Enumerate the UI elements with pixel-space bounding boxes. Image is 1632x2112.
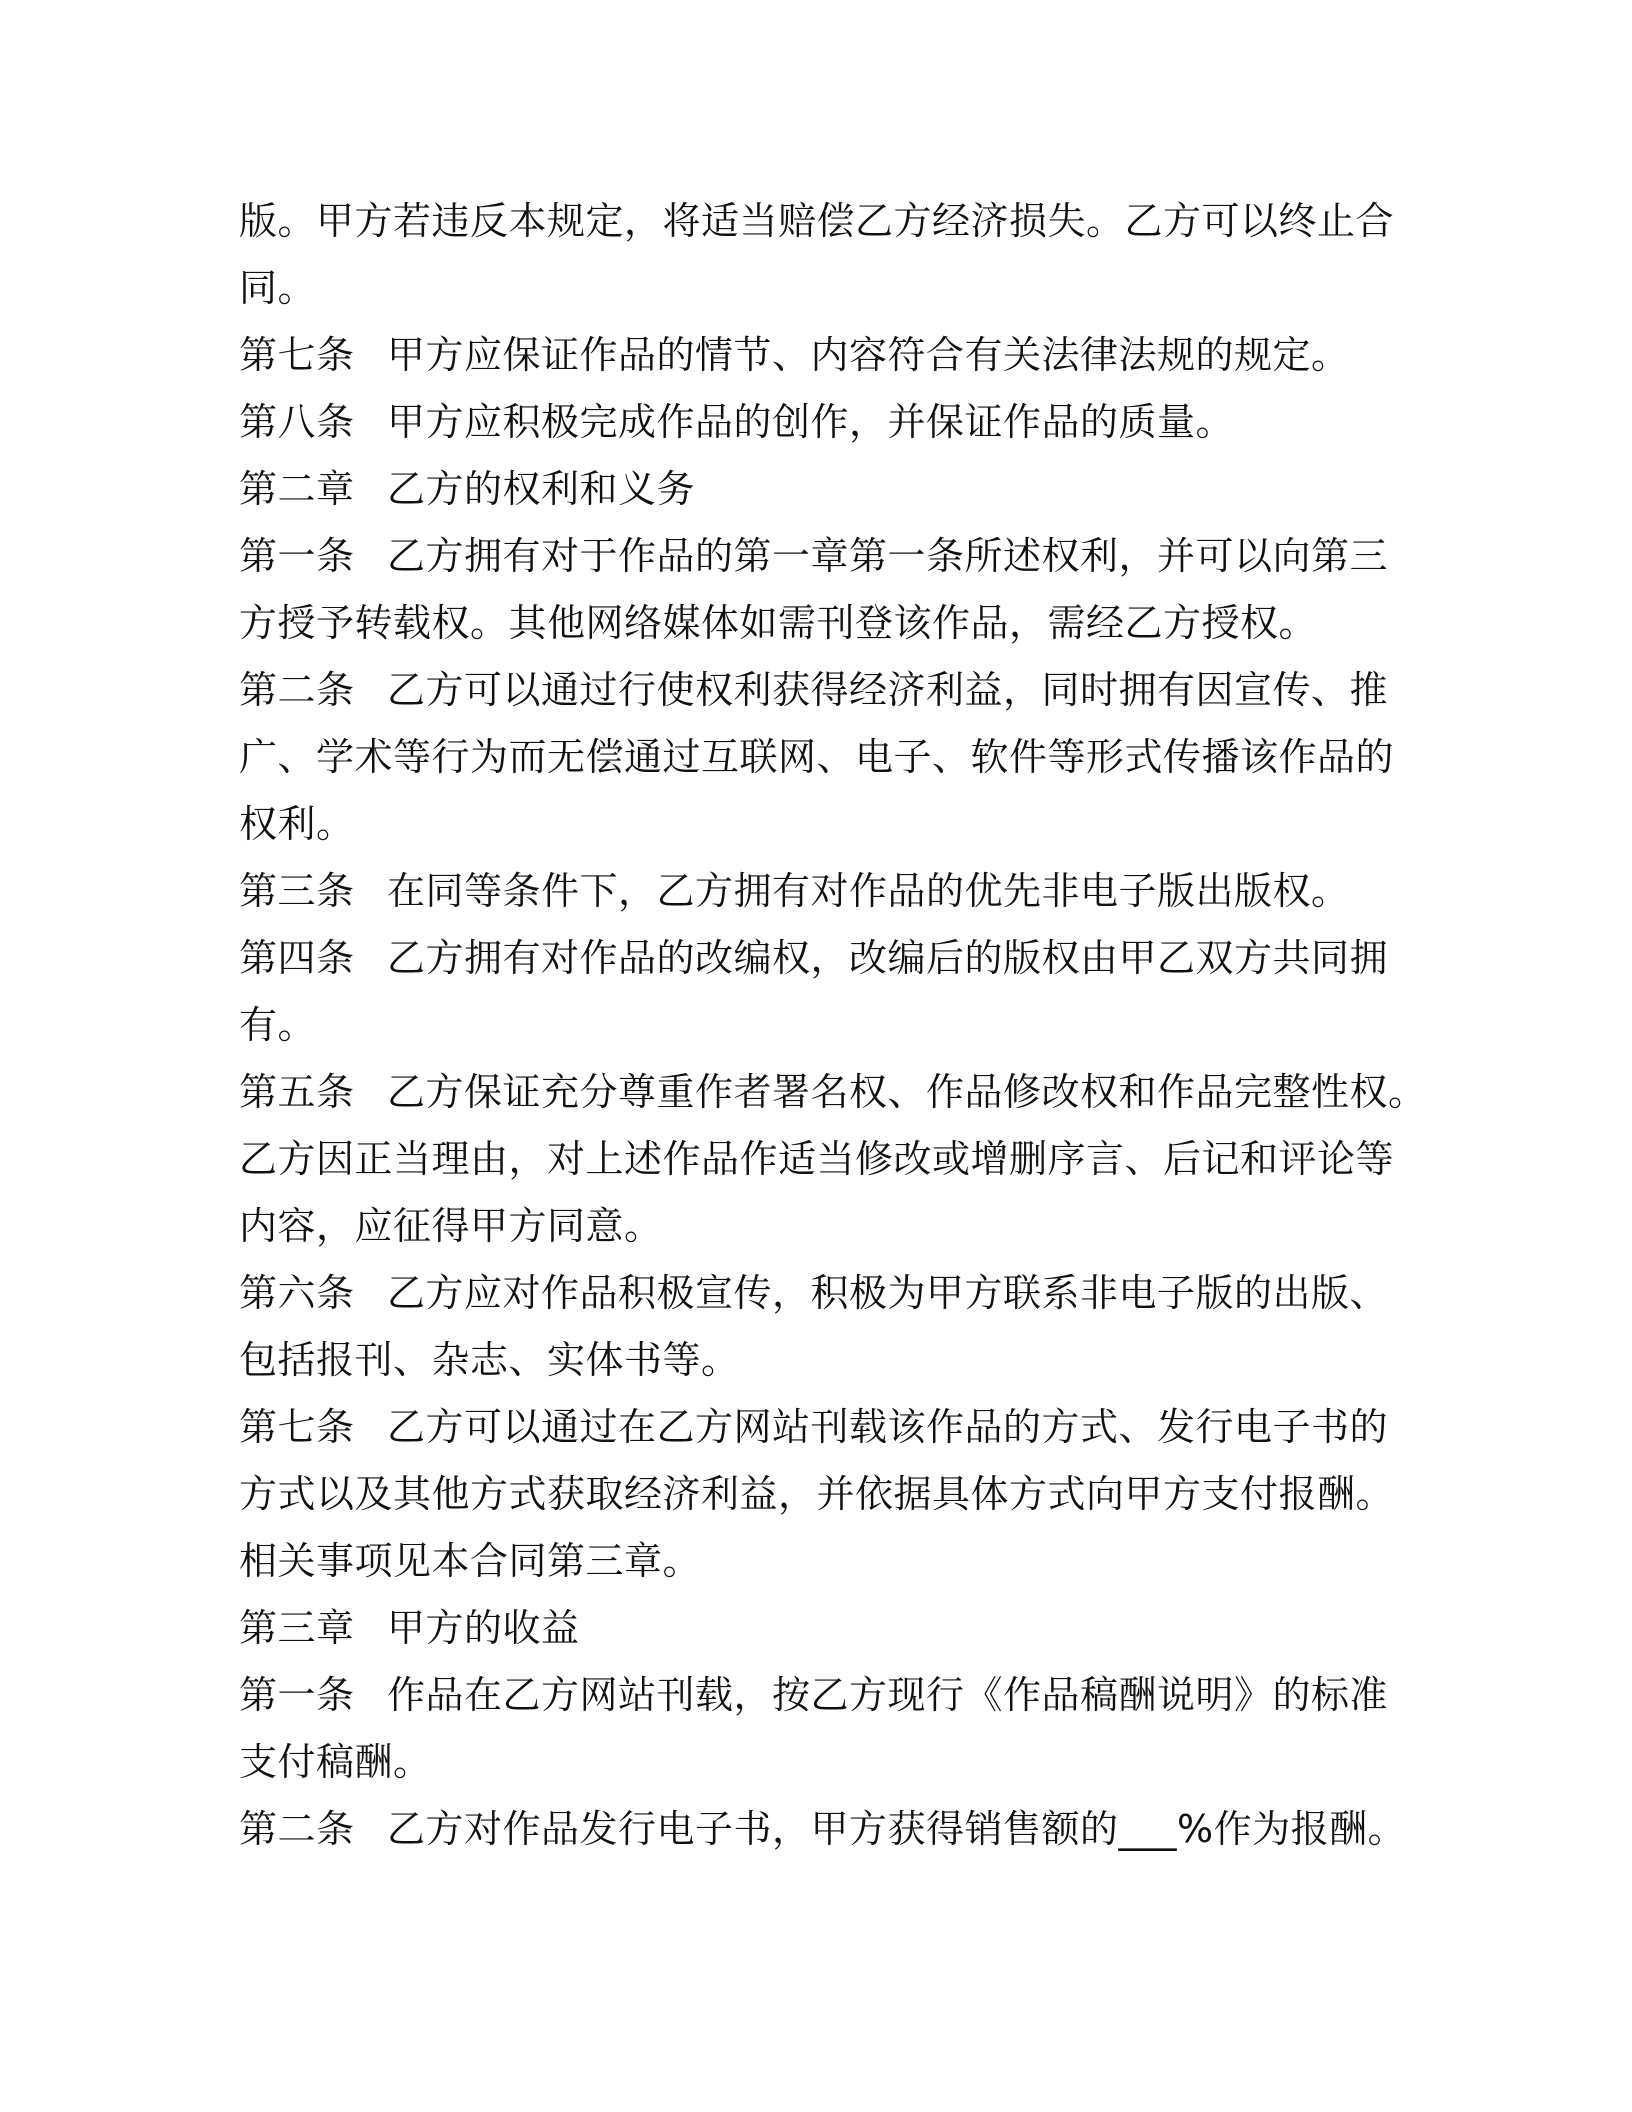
line-text: 乙方拥有对于作品的第一章第一条所述权利，并可以向第三 <box>387 534 1389 578</box>
article-label: 第五条 <box>239 1070 355 1114</box>
line-text: 有。 <box>239 1003 317 1047</box>
document-page <box>239 188 1427 1863</box>
line-text: 乙方可以通过行使权利获得经济利益，同时拥有因宣传、推 <box>387 668 1389 712</box>
line-text: 版。甲方若违反本规定，将适当赔偿乙方经济损失。乙方可以终止合 <box>239 199 1395 243</box>
chapter-title: 乙方的权利和义务 <box>387 467 696 511</box>
article-label: 第三条 <box>239 869 355 913</box>
article-line <box>239 1662 1399 1729</box>
text-line <box>239 992 1399 1059</box>
line-text: 乙方可以通过在乙方网站刊载该作品的方式、发行电子书的 <box>387 1405 1389 1449</box>
article-label: 第一条 <box>239 534 355 578</box>
article-line <box>239 925 1399 992</box>
text-line <box>239 1126 1399 1193</box>
line-text: 作品在乙方网站刊载，按乙方现行《作品稿酬说明》的标准 <box>387 1673 1389 1717</box>
text-line <box>239 791 1399 858</box>
line-text: 相关事项见本合同第三章。 <box>239 1539 702 1583</box>
chapter-title: 甲方的收益 <box>387 1606 580 1650</box>
chapter-line <box>239 456 1399 523</box>
text-line <box>239 590 1399 657</box>
chapter-label: 第三章 <box>239 1606 355 1650</box>
line-text: 内容，应征得甲方同意。 <box>239 1204 663 1248</box>
line-text: 乙方因正当理由，对上述作品作适当修改或增删序言、后记和评论等 <box>239 1137 1395 1181</box>
line-text: 在同等条件下，乙方拥有对作品的优先非电子版出版权。 <box>387 869 1350 913</box>
article-label: 第二条 <box>239 668 355 712</box>
text-line <box>239 1729 1399 1796</box>
article-label: 第二条 <box>239 1807 355 1851</box>
text-line <box>239 188 1399 255</box>
line-text: 广、学术等行为而无偿通过互联网、电子、软件等形式传播该作品的 <box>239 735 1395 779</box>
line-text: 方式以及其他方式获取经济利益，并依据具体方式向甲方支付报酬。 <box>239 1472 1395 1516</box>
article-line <box>239 858 1399 925</box>
line-text: 同。 <box>239 266 317 310</box>
line-text: 乙方拥有对作品的改编权，改编后的版权由甲乙双方共同拥 <box>387 936 1389 980</box>
line-text: 乙方应对作品积极宣传，积极为甲方联系非电子版的出版、 <box>387 1271 1389 1315</box>
text-line <box>239 1327 1399 1394</box>
text-line <box>239 1461 1399 1528</box>
article-label: 第一条 <box>239 1673 355 1717</box>
article-line <box>239 322 1399 389</box>
chapter-line <box>239 1595 1399 1662</box>
line-text: 乙方对作品发行电子书，甲方获得销售额的___%作为报酬。 <box>387 1807 1407 1851</box>
article-label: 第七条 <box>239 333 355 377</box>
article-label: 第六条 <box>239 1271 355 1315</box>
article-line <box>239 1260 1399 1327</box>
text-line <box>239 1528 1399 1595</box>
article-label: 第四条 <box>239 936 355 980</box>
article-line <box>239 389 1399 456</box>
article-line <box>239 523 1399 590</box>
line-text: 甲方应保证作品的情节、内容符合有关法律法规的规定。 <box>387 333 1350 377</box>
article-line <box>239 657 1399 724</box>
article-line <box>239 1059 1427 1126</box>
text-line <box>239 255 1399 322</box>
chapter-label: 第二章 <box>239 467 355 511</box>
line-text: 方授予转载权。其他网络媒体如需刊登该作品，需经乙方授权。 <box>239 601 1318 645</box>
line-text: 甲方应积极完成作品的创作，并保证作品的质量。 <box>387 400 1235 444</box>
article-label: 第七条 <box>239 1405 355 1449</box>
line-text: 乙方保证充分尊重作者署名权、作品修改权和作品完整性权。 <box>387 1070 1427 1114</box>
line-text: 支付稿酬。 <box>239 1740 432 1784</box>
article-line <box>239 1394 1399 1461</box>
article-label: 第八条 <box>239 400 355 444</box>
text-line <box>239 724 1399 791</box>
line-text: 权利。 <box>239 802 355 846</box>
article-line <box>239 1796 1407 1863</box>
line-text: 包括报刊、杂志、实体书等。 <box>239 1338 740 1382</box>
text-line <box>239 1193 1399 1260</box>
